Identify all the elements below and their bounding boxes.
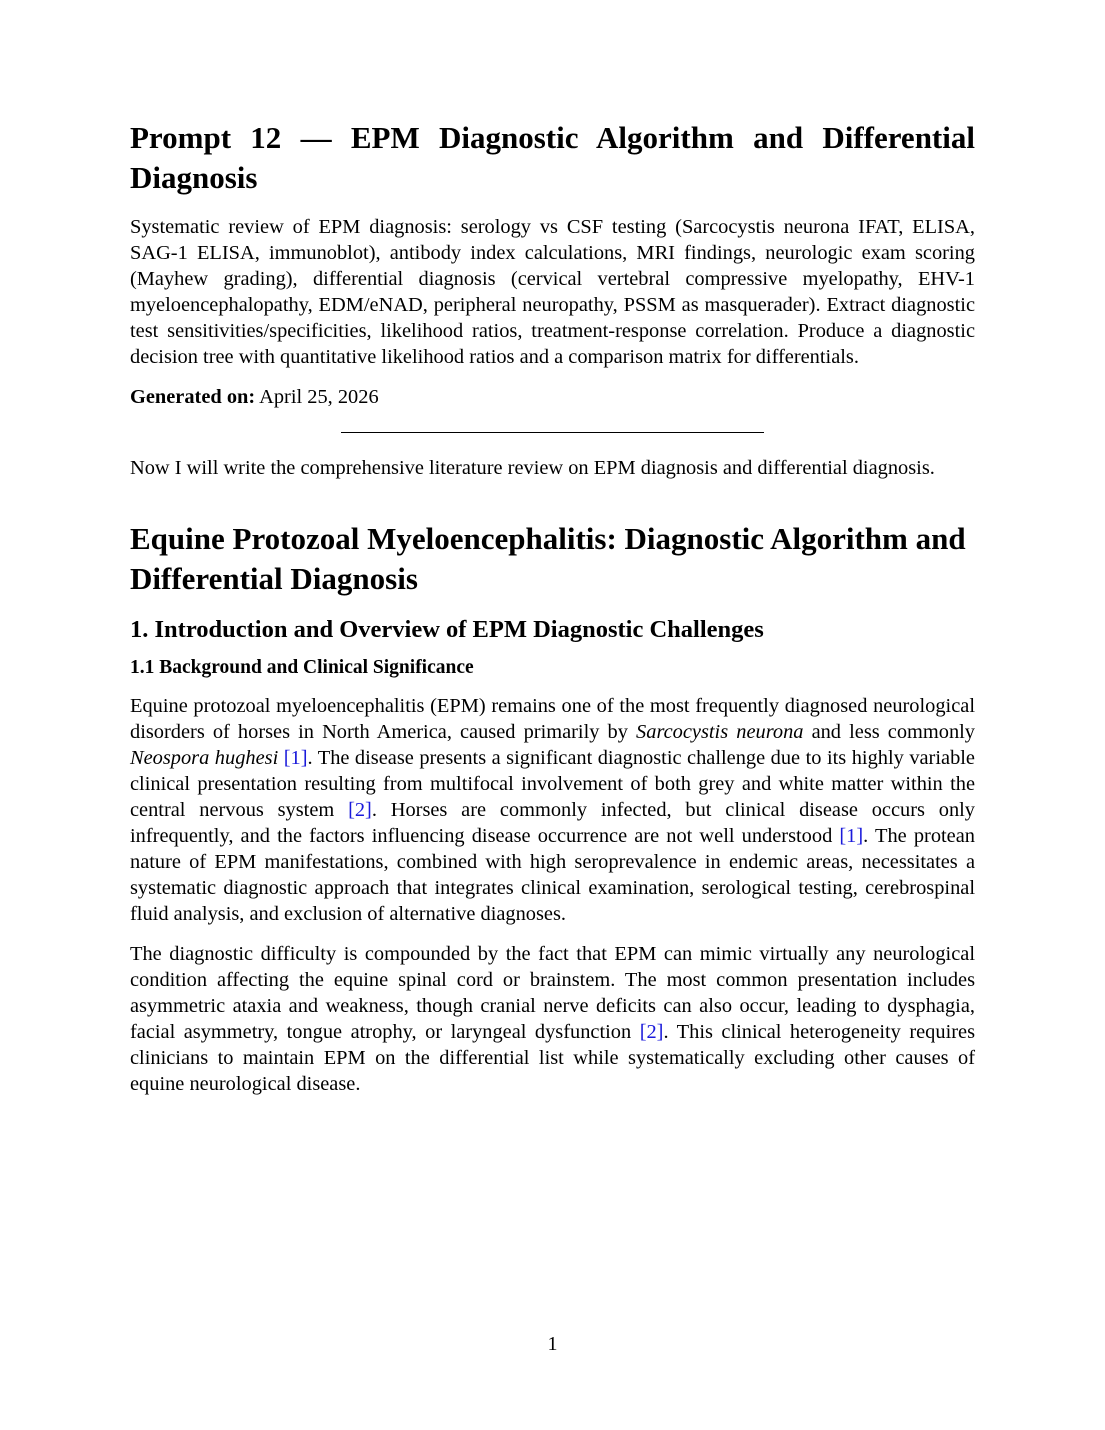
generated-on — [130, 384, 975, 410]
text-run: The diagnostic difficulty is compounded by the fact that EPM can mimic virtually any neurological condition affecting the equine spinal cord or brainstem. The most common presentation includes asymmetric ataxia and weakness, though cranial nerve deficits can also occur, leading to dysphagia, facial asymmetry, tongue atrophy, or laryngeal dysfunction — [130, 943, 975, 1043]
document-title: Prompt 12 — EPM Diagnostic Algorithm and Differential Diagnosis — [130, 120, 975, 195]
species-name: Neospora hughesi — [130, 747, 279, 769]
intro-paragraph: Now I will write the comprehensive literature review on EPM diagnosis and differential diagnosis. — [130, 457, 935, 479]
text-run: . This clinical heterogeneity requires clinicians to maintain EPM on the differential list while systematically excluding other causes of equine neurological disease. — [130, 1021, 976, 1095]
body-paragraph-2 — [130, 941, 975, 1097]
text-run: Equine protozoal myeloencephalitis (EPM) remains one of the most frequently diagnosed neurological disorders of horses in North America, caused primarily by — [130, 695, 975, 743]
citation-link[interactable]: [1] — [839, 825, 864, 847]
horizontal-divider — [341, 432, 764, 433]
citation-link[interactable]: [2] — [348, 799, 372, 821]
page-number: 1 — [547, 1333, 558, 1355]
text-run: . The disease presents a significant diagnostic challenge due to its highly variable clinical presentation resulting from multifocal involvement of both grey and white matter within the central nervous system — [130, 747, 975, 821]
subsection-heading-1-1: 1.1 Background and Clinical Significance — [130, 657, 474, 678]
species-name: Sarcocystis neurona — [636, 721, 804, 743]
generated-on-label: Generated on: — [130, 386, 256, 408]
section-heading-1: 1. Introduction and Overview of EPM Diagnostic Challenges — [130, 616, 764, 643]
text-run: and less commonly — [803, 721, 975, 743]
citation-link[interactable]: [2] — [639, 1021, 664, 1043]
citation-link[interactable]: [1] — [283, 747, 308, 769]
text-run: . The protean nature of EPM manifestations, combined with high seroprevalence in endemic areas, necessitates a systematic diagnostic approach that integrates clinical examination, serological testing, cerebrospinal fluid analysis, and exclusion of alternative diagnoses. — [130, 825, 975, 925]
text-run: . Horses are commonly infected, but clinical disease occurs only infrequently, and the factors influencing disease occurrence are not well understood — [130, 799, 976, 847]
body-paragraph-1 — [130, 693, 975, 927]
main-heading: Equine Protozoal Myeloencephalitis: Diagnostic Algorithm and Differential Diagnosis — [130, 521, 966, 596]
prompt-paragraph: Systematic review of EPM diagnosis: serology vs CSF testing (Sarcocystis neurona IFAT, ELISA, SAG-1 ELISA, immunoblot), antibody index calculations, MRI findings, neurologic exam scoring (Mayhew grading), differential diagnosis (cervical vertebral compressive myelopathy, EHV-1 myeloencephalopathy, EDM/eNAD, peripheral neuropathy, PSSM as masquerader). Extract diagnostic test sensitivities/specificities, likelihood ratios, treatment-response correlation. Produce a diagnostic decision tree with quantitative likelihood ratios and a comparison matrix for differentials. — [130, 216, 975, 368]
generated-on-date: April 25, 2026 — [259, 386, 379, 408]
document-page — [130, 118, 975, 1111]
